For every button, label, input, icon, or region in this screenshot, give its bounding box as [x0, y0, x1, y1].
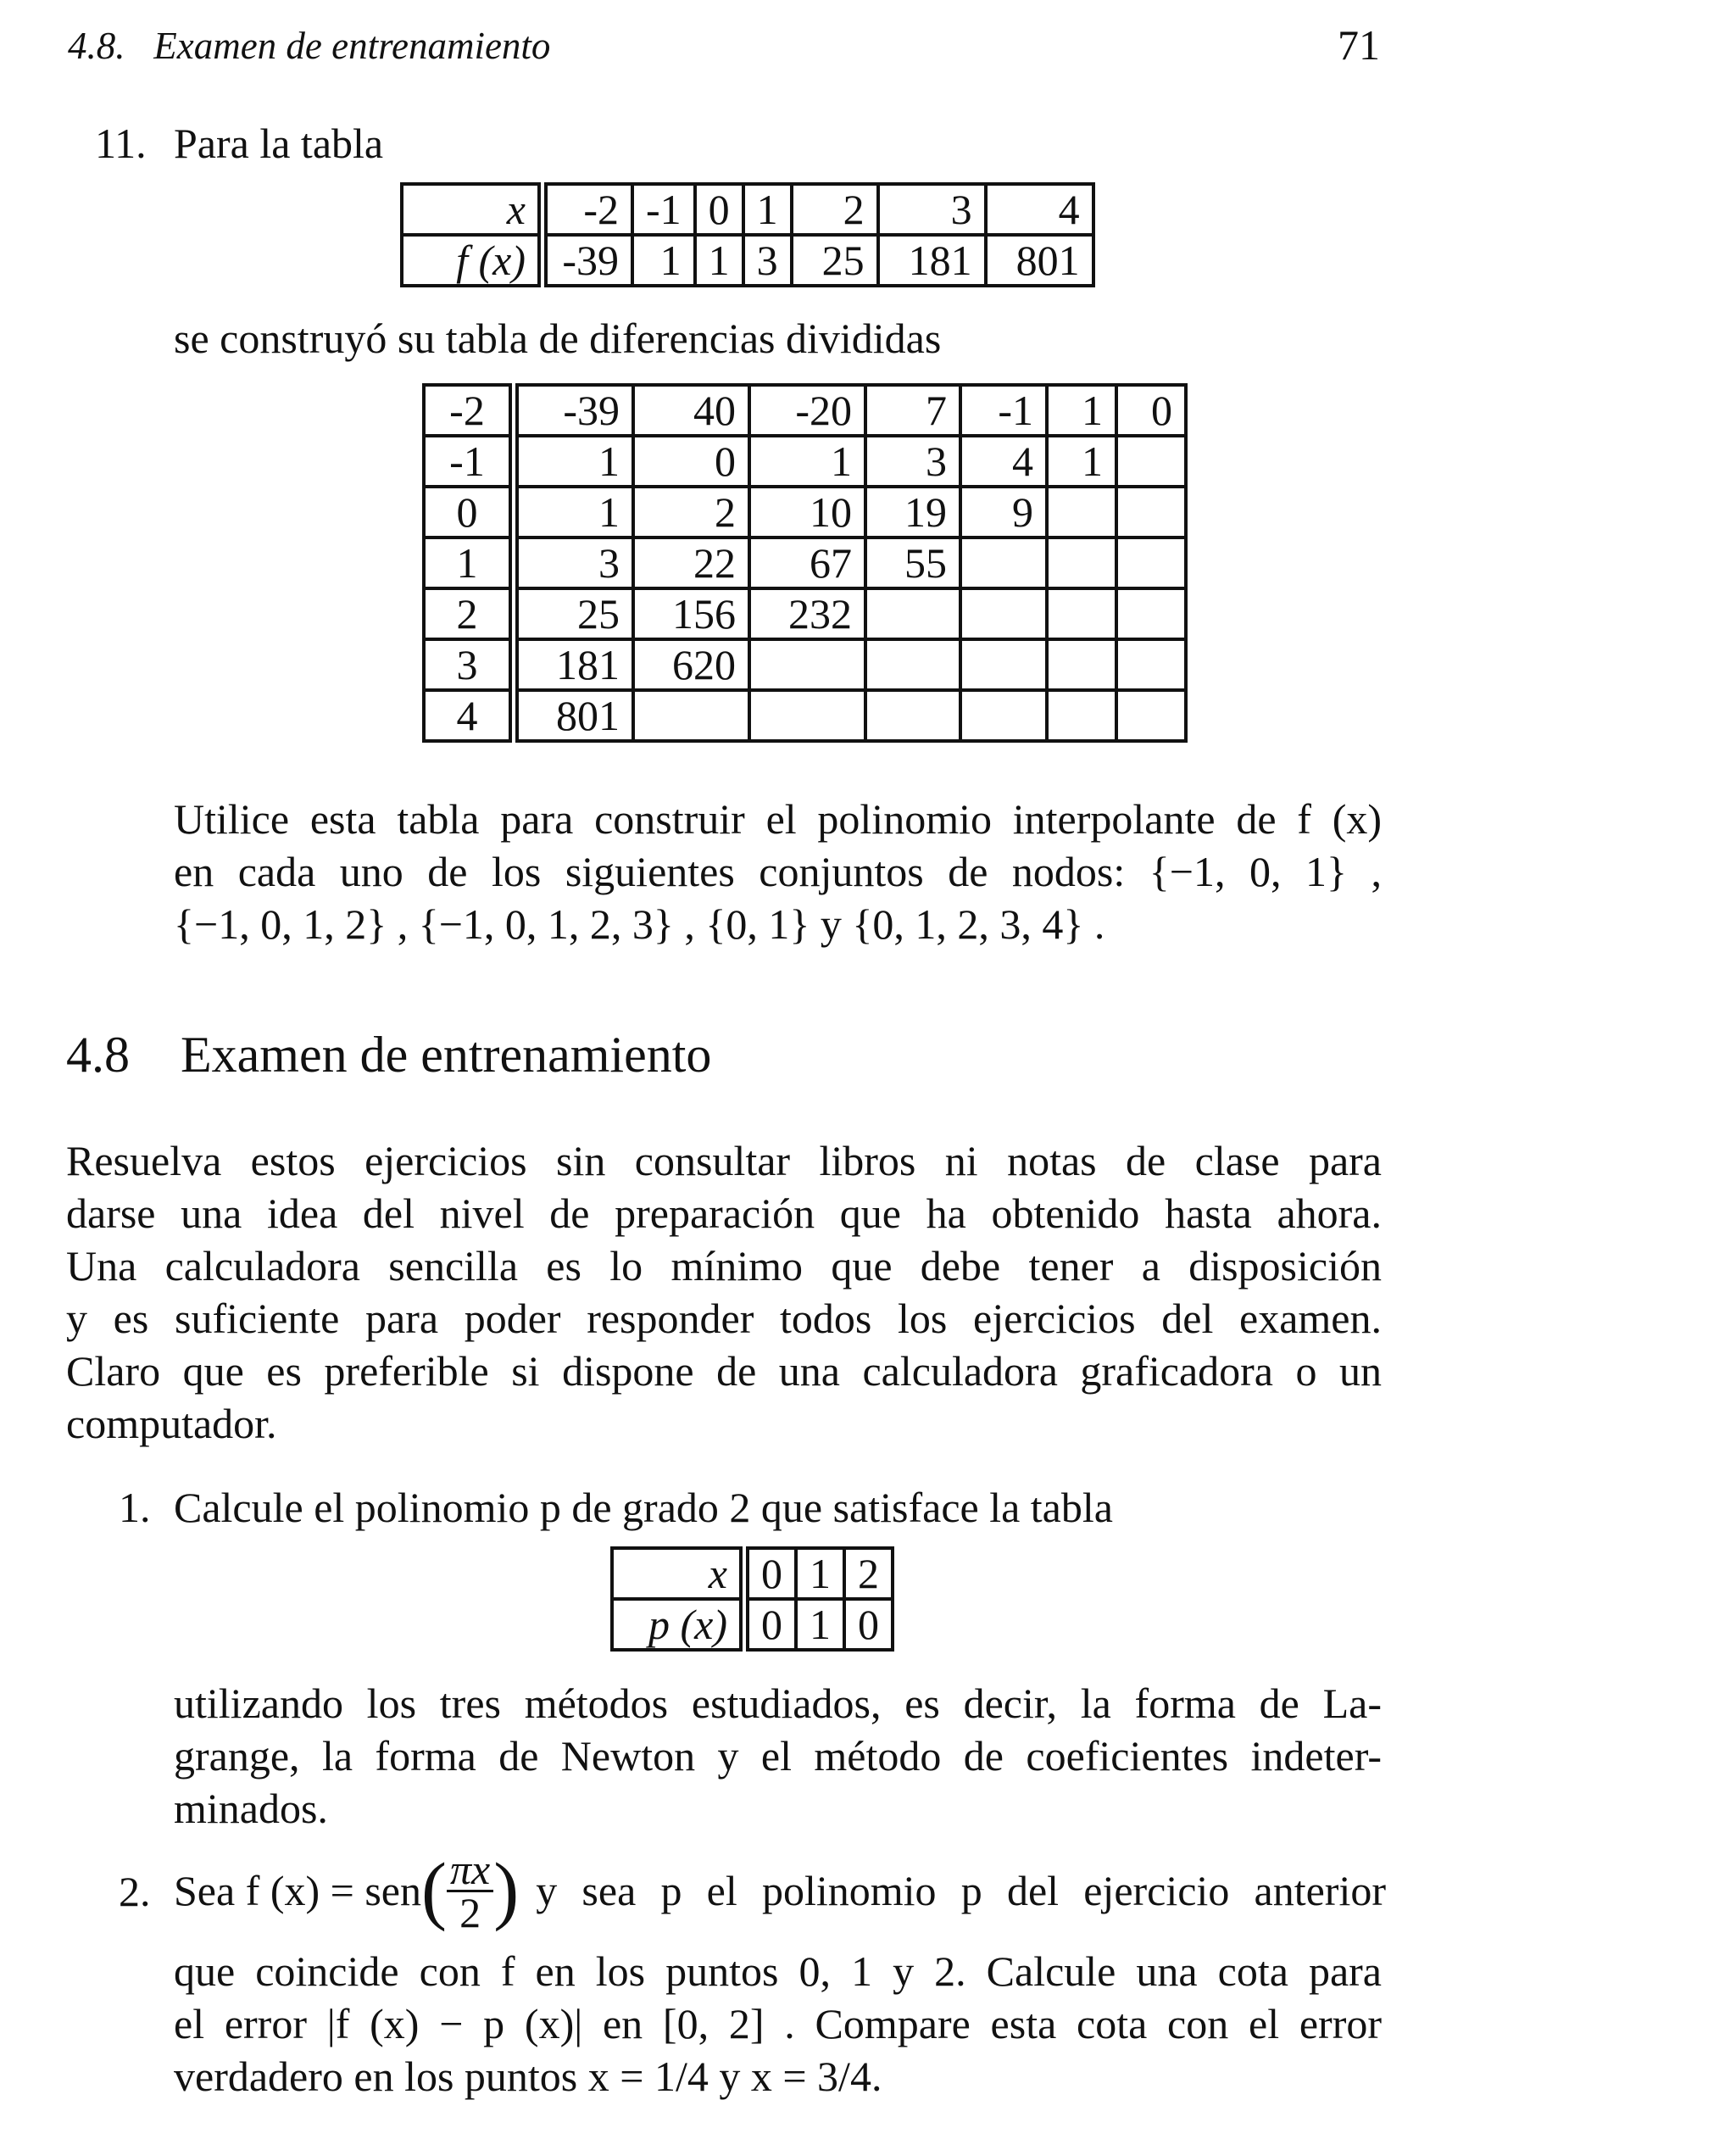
table-cell [1116, 639, 1186, 690]
table-cell: p (x) [612, 1599, 744, 1650]
table-row [424, 639, 1186, 690]
ex2-line-2: que coincide con f en los puntos 0, 1 y 2. Calcule una cota para [174, 1947, 1382, 1995]
intro-line: Claro que es preferible si dispone de una calculadora graficadora o un [66, 1347, 1382, 1395]
table-cell [960, 690, 1047, 741]
running-header [68, 24, 550, 68]
table-cell: 181 [514, 639, 633, 690]
header-title: Examen de entrenamiento [153, 25, 551, 67]
table-cell [1047, 690, 1116, 741]
table-cell: -2 [424, 385, 514, 436]
table-cell: 232 [749, 588, 865, 639]
table-cell: 181 [878, 235, 986, 286]
table-cell: 67 [749, 538, 865, 588]
table-cell [865, 588, 960, 639]
table-cell: x [612, 1548, 744, 1599]
intro-line: Resuelva estos ejercicios sin consultar libros ni notas de clase para [66, 1137, 1382, 1184]
table-cell: 9 [960, 487, 1047, 538]
table-cell: 156 [633, 588, 749, 639]
ex1-after-line: grange, la forma de Newton y el método de coeficientes indeter- [174, 1732, 1382, 1780]
table-cell: 3 [865, 436, 960, 487]
table-cell: 1 [1047, 385, 1116, 436]
table-cell: 1 [796, 1548, 844, 1599]
table-cell: x [402, 184, 542, 235]
table-cell [1116, 487, 1186, 538]
table-cell: 25 [792, 235, 878, 286]
ex1-number: 1. [119, 1484, 151, 1531]
table-cell: 4 [986, 184, 1093, 235]
ex2-line-1-post: y sea p el polinomio p del ejercicio anterior [536, 1867, 1386, 1914]
table-cell: 0 [1116, 385, 1186, 436]
table-cell: 0 [424, 487, 514, 538]
table-cell: 40 [633, 385, 749, 436]
table-cell: 0 [844, 1599, 893, 1650]
table-cell: 25 [514, 588, 633, 639]
fraction-denominator: 2 [459, 1888, 481, 1936]
table-cell: 3 [743, 235, 792, 286]
table-cell: -20 [749, 385, 865, 436]
section-heading [66, 1026, 711, 1084]
values-table [400, 182, 1095, 287]
ex2-line-3: el error |f (x) − p (x)| en [0, 2] . Compare esta cota con el error [174, 2000, 1382, 2047]
table-cell: 4 [424, 690, 514, 741]
right-paren: ) [493, 1848, 520, 1932]
table-cell: 1 [749, 436, 865, 487]
ex11-line-1: Utilice esta tabla para construir el polinomio interpolante de f (x) [174, 795, 1382, 843]
intro-line: darse una idea del nivel de preparación que ha obtenido hasta ahora. [66, 1189, 1382, 1237]
table-cell [865, 639, 960, 690]
table-cell: -2 [542, 184, 632, 235]
table-cell: 55 [865, 538, 960, 588]
table-cell: -1 [424, 436, 514, 487]
table-cell: 1 [632, 235, 695, 286]
table-cell: 22 [633, 538, 749, 588]
ex1-after-line: minados. [174, 1785, 328, 1832]
ex2-line-4: verdadero en los puntos x = 1/4 y x = 3/4. [174, 2053, 882, 2100]
table-row [424, 588, 1186, 639]
table-cell: -1 [960, 385, 1047, 436]
table-cell [1047, 588, 1116, 639]
table-cell: 1 [695, 235, 743, 286]
ex11-line-3: {−1, 0, 1, 2} , {−1, 0, 1, 2, 3} , {0, 1} y {0, 1, 2, 3, 4} . [174, 900, 1105, 948]
table-cell: 1 [743, 184, 792, 235]
table-row [424, 385, 1186, 436]
table-cell: 1 [424, 538, 514, 588]
table-cell: 0 [695, 184, 743, 235]
table-cell [1116, 436, 1186, 487]
ex2-line-1 [174, 1840, 1386, 1941]
ex11-number: 11. [95, 120, 147, 167]
table-row [424, 538, 1186, 588]
table-cell: -39 [542, 235, 632, 286]
table-cell [749, 690, 865, 741]
table-cell: 1 [796, 1599, 844, 1650]
ex2-line-1-pre: Sea f (x) = sen [174, 1867, 421, 1914]
ex1-after-paragraph [174, 1677, 1382, 1835]
table-cell: 3 [514, 538, 633, 588]
table-row [424, 436, 1186, 487]
table-cell [1116, 690, 1186, 741]
table-cell [1116, 588, 1186, 639]
ex11-line-2: en cada uno de los siguientes conjuntos de nodos: {−1, 0, 1} , [174, 848, 1382, 895]
table-cell: 801 [986, 235, 1093, 286]
table-cell [749, 639, 865, 690]
table-cell: 2 [424, 588, 514, 639]
table-row [424, 487, 1186, 538]
table-cell: 7 [865, 385, 960, 436]
table-cell [960, 639, 1047, 690]
table-cell [960, 588, 1047, 639]
table-cell: 3 [424, 639, 514, 690]
page-number: 71 [1338, 21, 1380, 69]
table-cell: 620 [633, 639, 749, 690]
intro-line: computador. [66, 1400, 277, 1447]
ex1-after-line: utilizando los tres métodos estudiados, es decir, la forma de La- [174, 1679, 1382, 1727]
ex1-table [610, 1546, 894, 1652]
table-cell: 1 [514, 436, 633, 487]
fraction-numerator: πx [447, 1849, 493, 1892]
table-cell: 2 [792, 184, 878, 235]
table-cell: 4 [960, 436, 1047, 487]
table-row [612, 1599, 893, 1650]
table-cell [865, 690, 960, 741]
table-cell [1047, 639, 1116, 690]
table-cell: 0 [633, 436, 749, 487]
table-cell: 0 [744, 1548, 796, 1599]
table-cell [1047, 538, 1116, 588]
table-cell: 1 [514, 487, 633, 538]
header-section-number: 4.8. [68, 25, 125, 67]
table-cell [960, 538, 1047, 588]
ex11-mid-text: se construyó su tabla de diferencias divididas [174, 315, 942, 362]
section-number: 4.8 [66, 1027, 130, 1083]
table-cell: 19 [865, 487, 960, 538]
table-cell: f (x) [402, 235, 542, 286]
intro-line: Una calculadora sencilla es lo mínimo que debe tener a disposición [66, 1242, 1382, 1290]
table-cell: -1 [632, 184, 695, 235]
fraction-pi-x-over-2 [447, 1845, 493, 1936]
ex1-text: Calcule el polinomio p de grado 2 que satisface la tabla [174, 1484, 1113, 1531]
table-cell [1047, 487, 1116, 538]
intro-line: y es suficiente para poder responder todos los ejercicios del examen. [66, 1295, 1382, 1342]
ex2-number: 2. [119, 1868, 151, 1915]
table-cell [1116, 538, 1186, 588]
left-paren: ( [421, 1848, 447, 1932]
table-cell: 1 [1047, 436, 1116, 487]
table-row [402, 235, 1093, 286]
table-cell: 10 [749, 487, 865, 538]
table-row [612, 1548, 893, 1599]
table-cell: 0 [744, 1599, 796, 1650]
table-row [402, 184, 1093, 235]
table-cell [633, 690, 749, 741]
section-title: Examen de entrenamiento [181, 1027, 712, 1083]
divided-differences-table [422, 383, 1188, 743]
table-row [424, 690, 1186, 741]
intro-paragraph [66, 1134, 1382, 1450]
table-cell: 801 [514, 690, 633, 741]
table-cell: 2 [844, 1548, 893, 1599]
ex11-intro: Para la tabla [174, 120, 384, 167]
table-cell: 3 [878, 184, 986, 235]
table-cell: -39 [514, 385, 633, 436]
table-cell: 2 [633, 487, 749, 538]
